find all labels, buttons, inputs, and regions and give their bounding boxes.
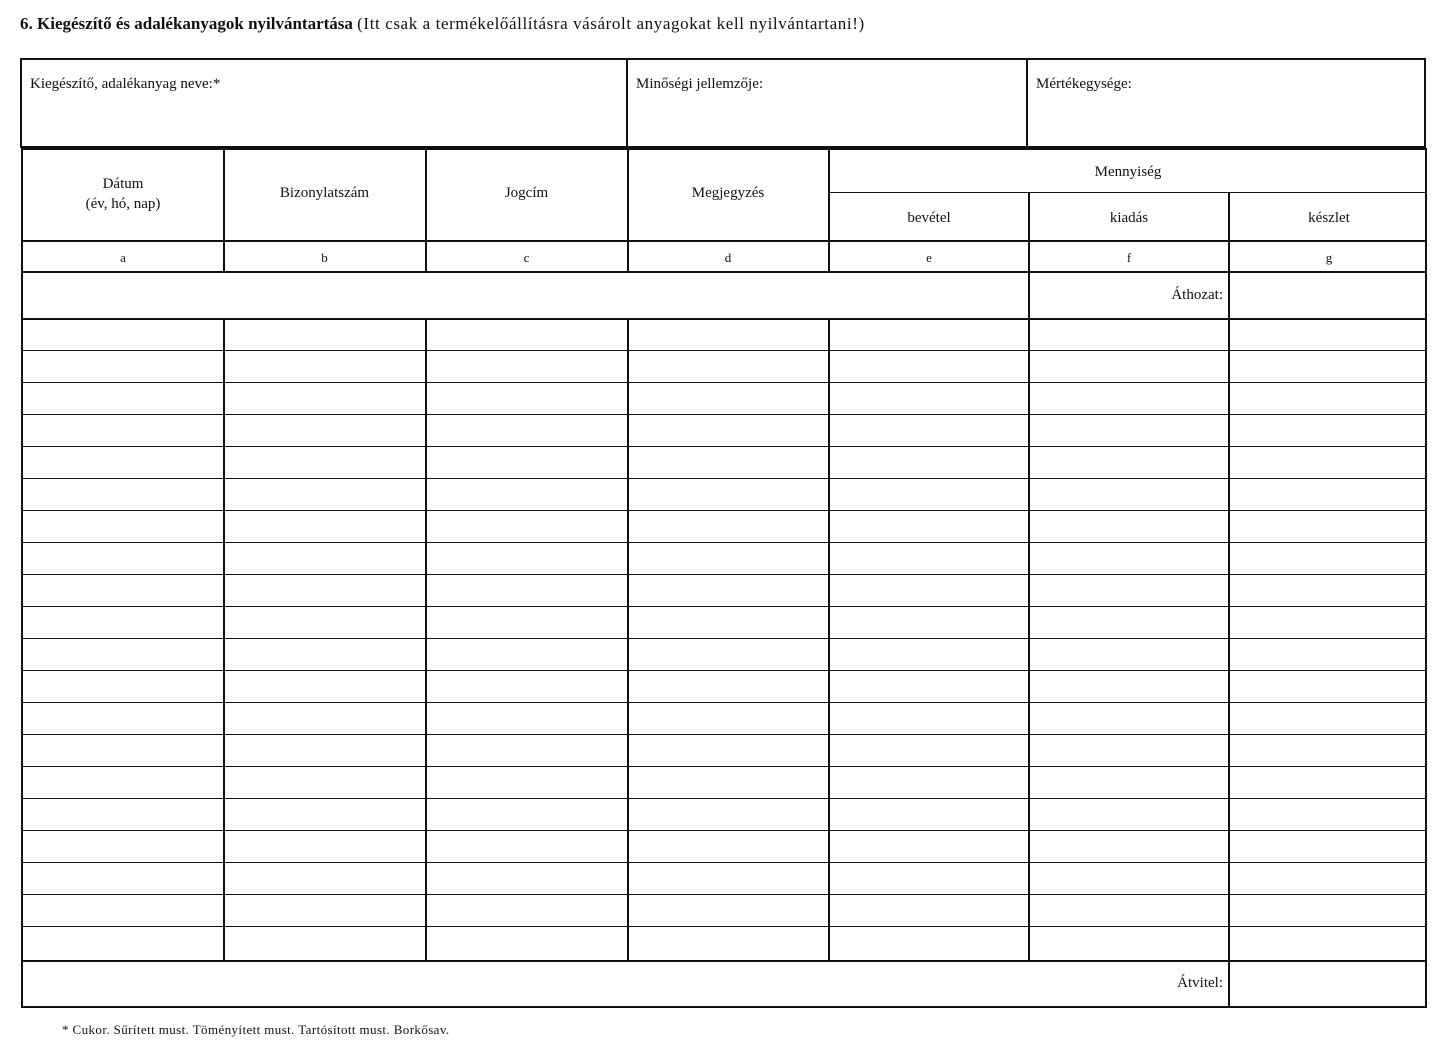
row-line <box>23 606 1425 607</box>
material-name-label: Kiegészítő, adalékanyag neve:* <box>30 76 221 92</box>
header-date-line1: Dátum <box>102 176 144 192</box>
header-income: bevétel <box>907 210 951 226</box>
row-line <box>23 638 1425 639</box>
material-info-box <box>20 58 1426 148</box>
column-letter: a <box>120 250 126 265</box>
header-document-number: Bizonylatszám <box>279 185 370 201</box>
header-stock: készlet <box>1308 210 1350 226</box>
row-line <box>23 446 1425 447</box>
column-line <box>425 240 427 271</box>
row-line <box>23 670 1425 671</box>
column-letter: c <box>523 250 530 265</box>
column-line <box>627 240 629 271</box>
row-line <box>23 271 1425 273</box>
column-letter: b <box>321 250 328 265</box>
row-line <box>23 960 1425 962</box>
carry-in-label: Áthozat: <box>1171 287 1223 303</box>
quality-label: Minőségi jellemzője: <box>636 76 764 92</box>
column-letter: d <box>724 250 732 265</box>
row-line <box>23 574 1425 575</box>
column-line <box>1228 271 1230 318</box>
row-line <box>23 894 1425 895</box>
footnote: * Cukor. Sűrített must. Töményített must. Tartósított must. Borkősav. <box>62 1022 450 1037</box>
row-line <box>23 478 1425 479</box>
row-line <box>23 240 1425 242</box>
row-line <box>23 702 1425 703</box>
column-line <box>1228 960 1230 1008</box>
column-line <box>223 318 225 960</box>
row-line <box>23 734 1425 735</box>
row-line <box>23 414 1425 415</box>
row-line <box>23 510 1425 511</box>
column-letter: g <box>1325 250 1333 265</box>
header-date <box>23 174 223 214</box>
quality-field[interactable] <box>628 60 1028 146</box>
column-line <box>627 318 629 960</box>
row-line <box>23 318 1425 320</box>
column-line <box>828 150 830 271</box>
column-letter: f <box>1126 250 1132 265</box>
row-line <box>23 830 1425 831</box>
header-remark: Megjegyzés <box>691 185 765 201</box>
column-line <box>223 240 225 271</box>
header-expense: kiadás <box>1109 210 1149 226</box>
column-line <box>425 318 427 960</box>
form-title-note: (Itt csak a termékelőállításra vásárolt anyagokat kell nyilvántartani!) <box>357 14 865 33</box>
row-line <box>23 766 1425 767</box>
row-line <box>23 926 1425 927</box>
row-line <box>23 382 1425 383</box>
row-line <box>828 192 1425 193</box>
column-line <box>828 318 830 960</box>
header-legal-title: Jogcím <box>504 185 549 201</box>
unit-label: Mértékegysége: <box>1036 76 1132 92</box>
carry-out-label: Átvitel: <box>1177 975 1223 991</box>
header-date-line2: (év, hó, nap) <box>85 196 161 212</box>
form-title <box>20 14 865 34</box>
column-letter: e <box>926 250 932 265</box>
header-quantity: Mennyiség <box>1094 164 1162 180</box>
unit-field[interactable] <box>1028 60 1424 146</box>
ledger-table <box>21 148 1427 1008</box>
row-line <box>23 798 1425 799</box>
row-line <box>23 862 1425 863</box>
material-name-field[interactable] <box>22 60 627 146</box>
column-line <box>1028 192 1030 960</box>
row-line <box>23 542 1425 543</box>
form-title-bold: 6. Kiegészítő és adalékanyagok nyilvántartása <box>20 14 353 33</box>
row-line <box>23 350 1425 351</box>
